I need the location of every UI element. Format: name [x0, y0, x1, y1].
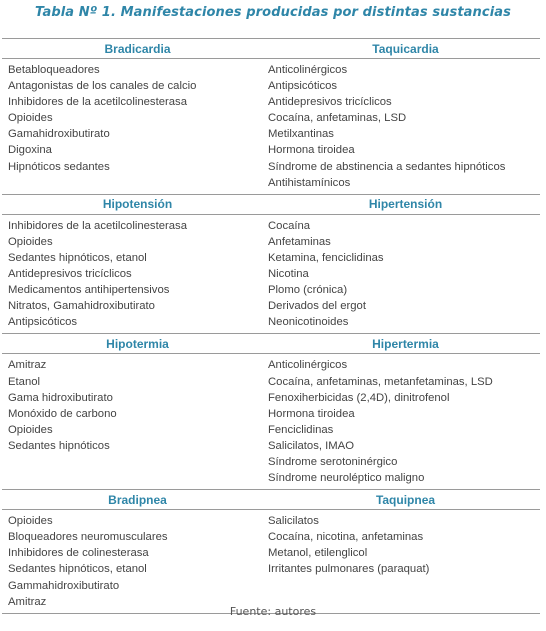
list-item: Opioides [8, 112, 53, 125]
section-heading-left: Hipotermia [106, 336, 169, 351]
list-item: Inhibidores de colinesterasa [8, 547, 149, 560]
substance-list-right [262, 513, 540, 610]
substance-list-left [2, 513, 262, 610]
list-item: Antipsicóticos [268, 80, 338, 93]
list-item: Cocaína, anfetaminas, metanfetaminas, LSD [268, 375, 493, 388]
list-item: Gama hidroxibutirato [8, 391, 113, 404]
list-item: Salicilatos, IMAO [268, 439, 355, 452]
table-source: Fuente: autores [229, 605, 317, 618]
table-title: Tabla Nº 1. Manifestaciones producidas por distintas sustancias [35, 5, 511, 20]
list-item: Amitraz [8, 359, 47, 372]
list-item: Antidepresivos tricíclicos [268, 96, 392, 109]
list-item: Opioides [8, 235, 53, 248]
section-header-row [2, 334, 540, 353]
list-item: Gamahidroxibutirato [8, 128, 110, 141]
list-item: Derivados del ergot [268, 300, 366, 313]
list-item: Betabloqueadores [8, 64, 100, 76]
section-body [2, 510, 540, 613]
list-item: Bloqueadores neuromusculares [8, 531, 168, 544]
section-body [2, 354, 540, 489]
substance-list-right [262, 357, 540, 486]
list-item: Hormona tiroidea [268, 407, 355, 420]
list-item: Digoxina [8, 144, 52, 157]
list-item: Sedantes hipnóticos [8, 439, 110, 452]
table-section [2, 489, 540, 613]
substance-list-left [2, 218, 262, 331]
table-section [2, 333, 540, 489]
list-item: Sedantes hipnóticos, etanol [8, 563, 147, 576]
list-item: Metilxantinas [268, 128, 334, 141]
list-item: Nitratos, Gamahidroxibutirato [8, 300, 155, 313]
list-item: Sedantes hipnóticos, etanol [8, 251, 147, 264]
list-item: Nicotina [268, 268, 309, 281]
list-item: Hipnóticos sedantes [8, 160, 110, 173]
list-item: Anfetaminas [268, 235, 331, 248]
list-item: Hormona tiroidea [268, 144, 355, 157]
section-heading-right: Taquicardia [372, 41, 439, 56]
section-header-row [2, 39, 540, 58]
list-item: Fenoxiherbicidas (2,4D), dinitrofenol [268, 391, 450, 404]
list-item: Metanol, etilenglicol [268, 547, 368, 560]
list-item: Antagonistas de los canales de calcio [8, 80, 197, 93]
section-body [2, 59, 540, 194]
list-item: Gammahidroxibutirato [8, 579, 120, 592]
substances-table [2, 38, 540, 614]
section-heading-left: Bradipnea [108, 492, 167, 507]
list-item: Antidepresivos tricíclicos [8, 268, 132, 281]
list-item: Fenciclidinas [268, 423, 334, 436]
list-item: Plomo (crónica) [268, 284, 348, 297]
list-item: Cocaína [268, 219, 311, 232]
list-item: Etanol [8, 375, 41, 388]
list-item: Cocaína, anfetaminas, LSD [268, 112, 407, 125]
section-header-row [2, 490, 540, 509]
substance-list-left [2, 62, 262, 191]
section-heading-left: Bradicardia [104, 41, 171, 56]
section-header-row [2, 195, 540, 214]
list-item: Neonicotinoides [268, 316, 349, 329]
list-item: Antipsicóticos [8, 316, 78, 329]
section-heading-right: Hipertermia [372, 336, 439, 351]
table-section [2, 194, 540, 334]
section-heading-right: Taquipnea [375, 492, 436, 507]
list-item: Monóxido de carbono [8, 407, 117, 420]
substance-list-right [262, 62, 540, 191]
list-item: Inhibidores de la acetilcolinesterasa [8, 96, 187, 109]
section-heading-left: Hipotensión [102, 197, 173, 212]
list-item: Salicilatos [268, 515, 319, 528]
list-item: Irritantes pulmonares (paraquat) [268, 563, 430, 576]
section-body [2, 215, 540, 334]
list-item: Síndrome neuroléptico maligno [268, 472, 425, 485]
list-item: Anticolinérgicos [268, 64, 348, 76]
list-item: Cocaína, nicotina, anfetaminas [268, 531, 424, 544]
list-item: Ketamina, fenciclidinas [268, 251, 384, 264]
list-item: Medicamentos antihipertensivos [8, 284, 170, 297]
list-item: Síndrome de abstinencia a sedantes hipnóticos [268, 160, 506, 173]
list-item: Síndrome serotoninérgico [268, 455, 398, 468]
list-item: Inhibidores de la acetilcolinesterasa [8, 219, 187, 232]
substance-list-right [262, 218, 540, 331]
section-heading-right: Hipertensión [368, 197, 443, 212]
list-item: Anticolinérgicos [268, 359, 348, 372]
substance-list-left [2, 357, 262, 486]
list-item: Antihistamínicos [268, 176, 351, 189]
table-section [2, 38, 540, 194]
list-item: Amitraz [8, 595, 47, 608]
list-item: Opioides [8, 423, 53, 436]
list-item: Opioides [8, 515, 53, 528]
